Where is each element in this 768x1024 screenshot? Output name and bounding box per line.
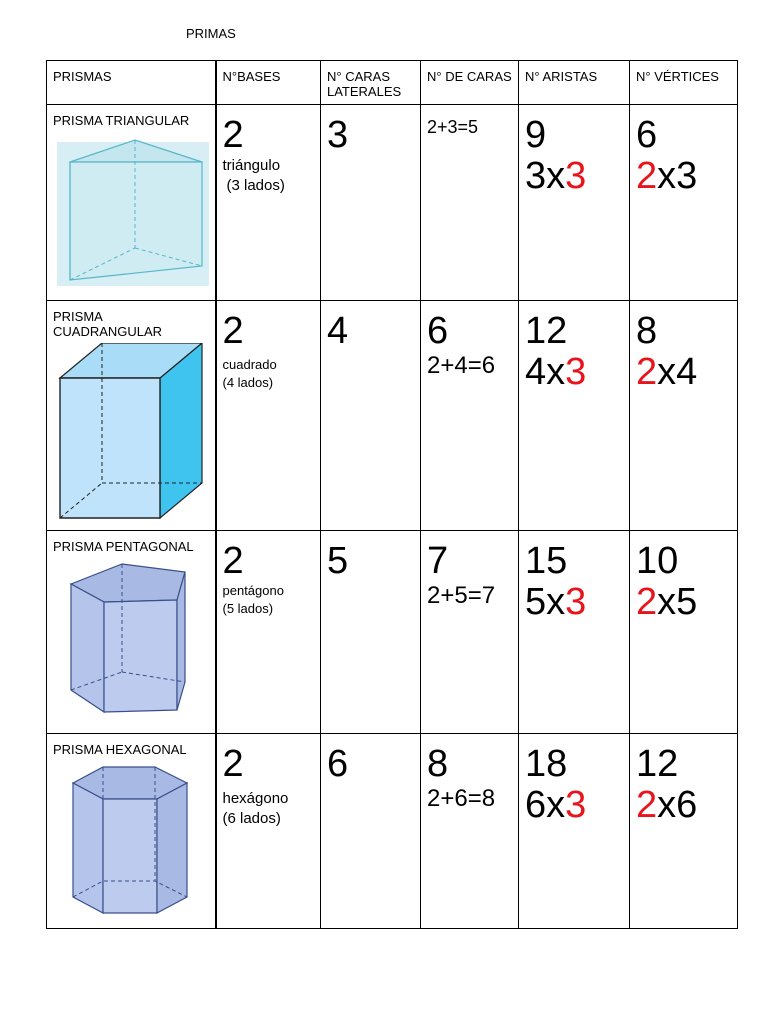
- lateral-count: 5: [327, 540, 349, 582]
- faces-formula: 2+6=8: [427, 785, 496, 812]
- edges-formula: [519, 155, 629, 197]
- vertices-cell: [630, 734, 738, 929]
- lateral-cell: [321, 105, 421, 301]
- faces-cell: [421, 531, 519, 734]
- header-lateral-faces: N° CARAS LATERALES: [321, 61, 421, 105]
- table-row: [47, 734, 738, 929]
- prism-cell: [47, 301, 216, 531]
- edges-count: 15: [525, 540, 568, 582]
- edges-multiplier: 3: [565, 581, 587, 623]
- edges-formula: [519, 351, 629, 393]
- bases-cell: [216, 734, 321, 929]
- faces-count: 6: [427, 310, 449, 352]
- bases-count: 2: [222, 310, 244, 352]
- faces-cell: [421, 734, 519, 929]
- triangular-prism-image: [57, 138, 209, 286]
- prism-name: PRISMA CUADRANGULAR: [53, 309, 163, 339]
- edges-count: 18: [525, 743, 568, 785]
- edges-factor: 6x: [525, 784, 566, 826]
- pentagonal-prism-image: [57, 562, 197, 722]
- vertices-multiplier: 2: [636, 581, 658, 623]
- base-shape: pentágono: [222, 583, 284, 598]
- edges-count: 9: [525, 114, 547, 156]
- rectangular-prism-image: [57, 343, 207, 523]
- header-bases: N°BASES: [216, 61, 321, 105]
- edges-cell: [519, 105, 630, 301]
- base-sides: (6 lados): [222, 810, 281, 827]
- vertices-count: 6: [636, 114, 658, 156]
- vertices-multiplier: 2: [636, 784, 658, 826]
- vertices-count: 8: [636, 310, 658, 352]
- prism-cell: [47, 105, 216, 301]
- header-prisms: PRISMAS: [47, 61, 216, 105]
- faces-formula: 2+3=5: [427, 117, 479, 137]
- edges-factor: 5x: [525, 581, 566, 623]
- lateral-cell: [321, 531, 421, 734]
- base-sides: (5 lados): [222, 601, 274, 616]
- hexagonal-prism-image: [59, 763, 199, 923]
- edges-multiplier: 3: [565, 351, 587, 393]
- vertices-formula: [630, 581, 737, 623]
- lateral-count: 6: [327, 743, 349, 785]
- table-row: [47, 531, 738, 734]
- bases-cell: [216, 301, 321, 531]
- base-shape: hexágono: [222, 790, 289, 807]
- edges-formula: [519, 784, 629, 826]
- bases-cell: [216, 531, 321, 734]
- table-row: [47, 301, 738, 531]
- vertices-multiplier: 2: [636, 351, 658, 393]
- bases-count: 2: [222, 743, 244, 785]
- vertices-cell: [630, 105, 738, 301]
- vertices-factor: x5: [657, 581, 698, 623]
- lateral-cell: [321, 301, 421, 531]
- base-sides: (4 lados): [222, 375, 274, 390]
- vertices-formula: [630, 155, 737, 197]
- bases-cell: [216, 105, 321, 301]
- vertices-formula: [630, 351, 737, 393]
- vertices-formula: [630, 784, 737, 826]
- base-shape: cuadrado: [222, 357, 277, 372]
- prism-table: [46, 60, 738, 929]
- lateral-count: 3: [327, 114, 349, 156]
- base-shape: triángulo: [222, 157, 281, 174]
- page-title: PRIMAS: [186, 26, 236, 41]
- faces-count: 7: [427, 540, 449, 582]
- header-row: [47, 61, 738, 105]
- header-faces: N° DE CARAS: [421, 61, 519, 105]
- faces-cell: [421, 301, 519, 531]
- edges-factor: 3x: [525, 155, 566, 197]
- base-sides: (3 lados): [226, 177, 285, 194]
- vertices-multiplier: 2: [636, 155, 658, 197]
- vertices-factor: x3: [657, 155, 698, 197]
- prism-name: PRISMA HEXAGONAL: [53, 742, 187, 757]
- vertices-cell: [630, 531, 738, 734]
- header-vertices: N° VÉRTICES: [630, 61, 738, 105]
- prism-name: PRISMA PENTAGONAL: [53, 539, 194, 554]
- faces-formula: 2+5=7: [427, 582, 496, 609]
- table-row: [47, 105, 738, 301]
- vertices-count: 12: [636, 743, 679, 785]
- vertices-factor: x6: [657, 784, 698, 826]
- prism-name: PRISMA TRIANGULAR: [53, 113, 190, 128]
- bases-count: 2: [222, 540, 244, 582]
- edges-multiplier: 3: [565, 784, 587, 826]
- prism-cell: [47, 531, 216, 734]
- edges-cell: [519, 531, 630, 734]
- vertices-count: 10: [636, 540, 679, 582]
- edges-formula: [519, 581, 629, 623]
- vertices-factor: x4: [657, 351, 698, 393]
- edges-factor: 4x: [525, 351, 566, 393]
- vertices-cell: [630, 301, 738, 531]
- prism-cell: [47, 734, 216, 929]
- faces-cell: [421, 105, 519, 301]
- edges-multiplier: 3: [565, 155, 587, 197]
- header-edges: N° ARISTAS: [519, 61, 630, 105]
- edges-cell: [519, 301, 630, 531]
- bases-count: 2: [222, 114, 244, 156]
- lateral-cell: [321, 734, 421, 929]
- faces-count: 8: [427, 743, 449, 785]
- edges-count: 12: [525, 310, 568, 352]
- lateral-count: 4: [327, 310, 349, 352]
- edges-cell: [519, 734, 630, 929]
- faces-formula: 2+4=6: [427, 352, 496, 379]
